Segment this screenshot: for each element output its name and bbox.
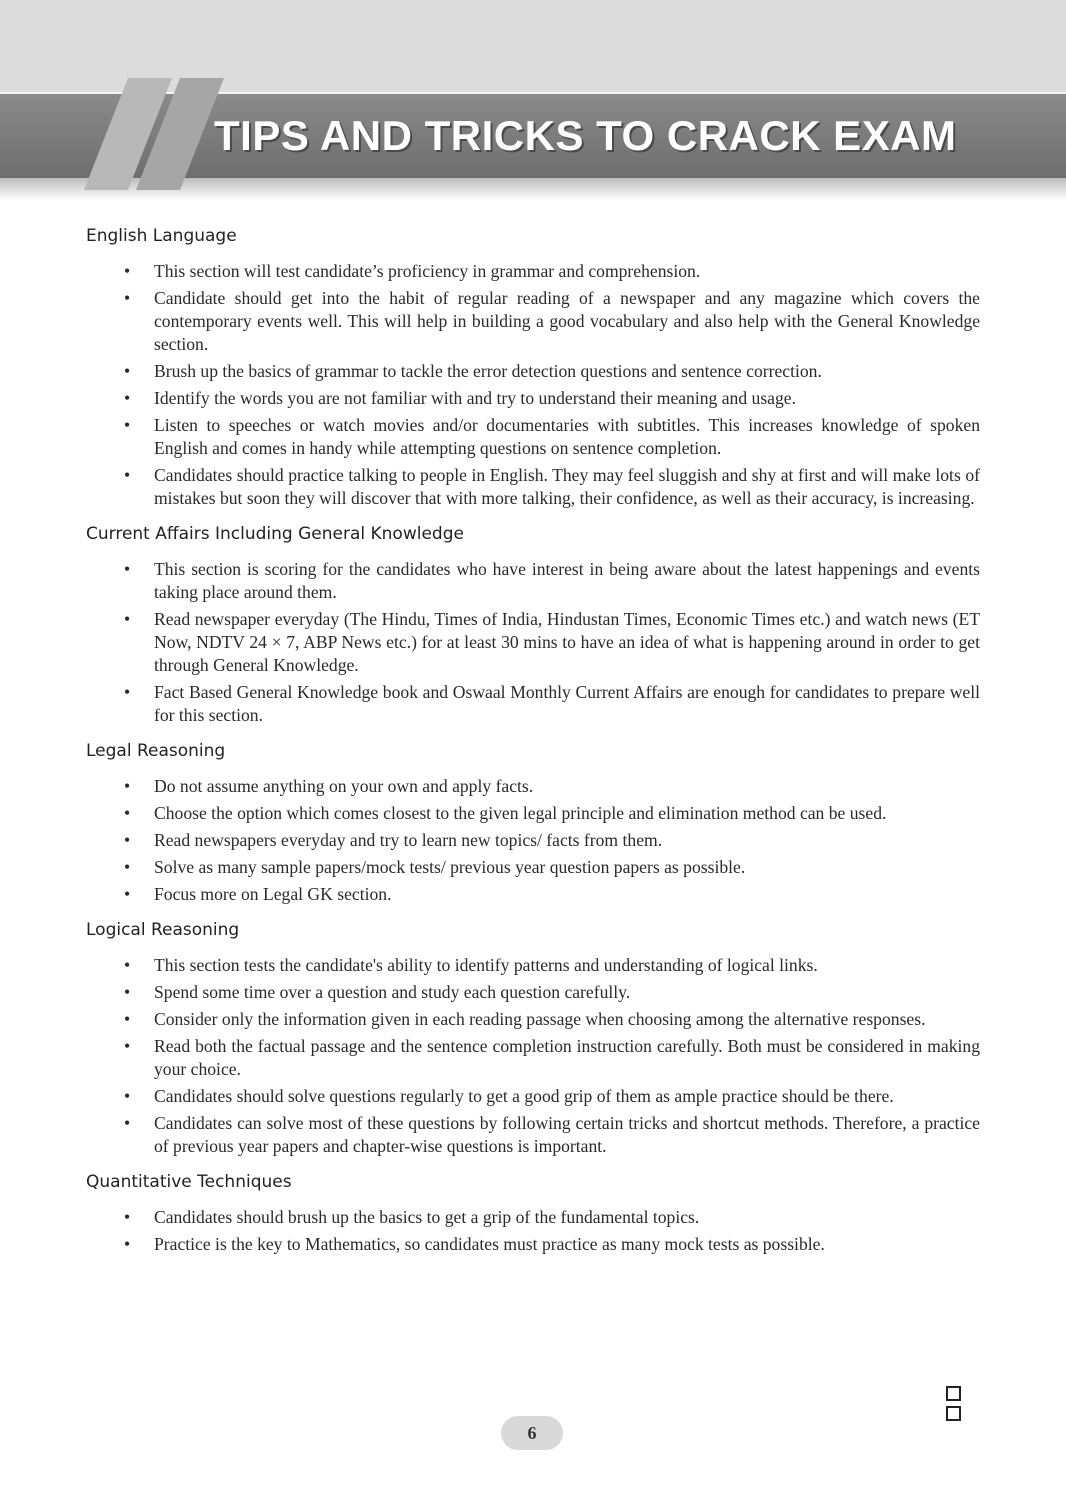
section-heading: Legal Reasoning — [86, 741, 226, 761]
bullet-text: Read newspapers everyday and try to learn new topics/ facts from them. — [154, 830, 663, 850]
end-mark-icon — [946, 1386, 980, 1402]
bullet-dot-icon: • — [124, 776, 131, 796]
bullet-dot-icon: • — [124, 1234, 131, 1254]
bullet-text: This section is scoring for the candidates who have interest in being aware about the latest happenings and events taking place around them. — [154, 559, 980, 602]
bullet-list — [86, 1206, 980, 1256]
bullet-dot-icon: • — [124, 609, 131, 629]
bullet-text: Read both the factual passage and the sentence completion instruction carefully. Both must be considered in making your choice. — [154, 1036, 980, 1079]
bullet-text: Practice is the key to Mathematics, so candidates must practice as many mock tests as possible. — [154, 1234, 825, 1254]
bullet-item — [86, 1112, 980, 1158]
bullet-text: Solve as many sample papers/mock tests/ previous year question papers as possible. — [154, 857, 746, 877]
bullet-text: Identify the words you are not familiar with and try to understand their meaning and usage. — [154, 388, 796, 408]
page-title: TIPS AND TRICKS TO CRACK EXAM — [214, 112, 957, 159]
bullet-text: Candidates should solve questions regularly to get a good grip of them as ample practice should be there. — [154, 1086, 894, 1106]
bullet-dot-icon: • — [124, 559, 131, 579]
bullet-text: This section will test candidate’s proficiency in grammar and comprehension. — [154, 261, 701, 281]
bullet-dot-icon: • — [124, 261, 131, 281]
bullet-dot-icon: • — [124, 361, 131, 381]
bullet-item — [86, 608, 980, 677]
bullet-list — [86, 954, 980, 1158]
bullet-text: Candidates can solve most of these questions by following certain tricks and shortcut methods. Therefore, a practice of previous year papers and chapter-wise questions is important. — [154, 1113, 980, 1156]
bullet-dot-icon: • — [124, 884, 131, 904]
bullet-dot-icon: • — [124, 982, 131, 1002]
bullet-text: Brush up the basics of grammar to tackle the error detection questions and sentence correction. — [154, 361, 822, 381]
bullet-list — [86, 260, 980, 510]
bullet-item — [86, 1035, 980, 1081]
bullet-dot-icon: • — [124, 1036, 131, 1056]
bullet-dot-icon: • — [124, 415, 131, 435]
bullet-dot-icon: • — [124, 803, 131, 823]
bullet-dot-icon: • — [124, 1207, 131, 1227]
bullet-text: Do not assume anything on your own and apply facts. — [154, 776, 534, 796]
section-heading: Logical Reasoning — [86, 920, 240, 940]
bullet-text: Spend some time over a question and study each question carefully. — [154, 982, 631, 1002]
bullet-item — [86, 981, 980, 1004]
bullet-text: Candidates should practice talking to people in English. They may feel sluggish and shy at first and will make lots of mistakes but soon they will discover that with more talking, their confidence, as well as their accuracy, is increasing. — [154, 465, 980, 508]
bullet-dot-icon: • — [124, 1113, 131, 1133]
bullet-item — [86, 1233, 980, 1256]
bullet-dot-icon: • — [124, 682, 131, 702]
bullet-dot-icon: • — [124, 288, 131, 308]
bullet-text: Fact Based General Knowledge book and Oswaal Monthly Current Affairs are enough for candidates to prepare well for this section. — [154, 682, 980, 725]
bullet-item — [86, 1085, 980, 1108]
bullet-item — [86, 856, 980, 879]
bullet-item — [86, 1206, 980, 1229]
section-heading: English Language — [86, 226, 237, 246]
bullet-text: Focus more on Legal GK section. — [154, 884, 392, 904]
bullet-item — [86, 260, 980, 283]
bullet-text: Read newspaper everyday (The Hindu, Times of India, Hindustan Times, Economic Times etc.) and watch news (ET Now, NDTV 24 × 7, ABP News etc.) for at least 30 mins to have an idea of what is happening around in order to get through General Knowledge. — [154, 609, 980, 675]
bullet-dot-icon: • — [124, 1009, 131, 1029]
bullet-dot-icon: • — [124, 388, 131, 408]
bullet-dot-icon: • — [124, 857, 131, 877]
bullet-dot-icon: • — [124, 955, 131, 975]
double-slash-icon — [84, 78, 234, 190]
bullet-item — [86, 829, 980, 852]
bullet-item — [86, 287, 980, 356]
bullet-text: Consider only the information given in each reading passage when choosing among the alternative responses. — [154, 1009, 926, 1029]
bullet-item — [86, 387, 980, 410]
bullet-list — [86, 775, 980, 906]
bullet-dot-icon: • — [124, 830, 131, 850]
bullet-item — [86, 414, 980, 460]
bullet-text: Listen to speeches or watch movies and/or documentaries with subtitles. This increases knowledge of spoken English and comes in handy while attempting questions on sentence completion. — [154, 415, 980, 458]
bullet-dot-icon: • — [124, 465, 131, 485]
bullet-item — [86, 360, 980, 383]
bullet-text: Candidates should brush up the basics to get a grip of the fundamental topics. — [154, 1207, 700, 1227]
bullet-text: This section tests the candidate's ability to identify patterns and understanding of logical links. — [154, 955, 818, 975]
bullet-item — [86, 775, 980, 798]
bullet-item — [86, 802, 980, 825]
bullet-item — [86, 954, 980, 977]
section-heading: Current Affairs Including General Knowledge — [86, 524, 464, 544]
bullet-item — [86, 883, 980, 906]
bullet-item — [86, 681, 980, 727]
bullet-text: Choose the option which comes closest to the given legal principle and elimination method can be used. — [154, 803, 887, 823]
bullet-dot-icon: • — [124, 1086, 131, 1106]
section-heading: Quantitative Techniques — [86, 1172, 292, 1192]
bullet-item — [86, 1008, 980, 1031]
content — [86, 224, 980, 1268]
bullet-item — [86, 464, 980, 510]
page-number: 6 — [501, 1416, 563, 1450]
bullet-list — [86, 558, 980, 727]
bullet-item — [86, 558, 980, 604]
bullet-text: Candidate should get into the habit of regular reading of a newspaper and any magazine which covers the contemporary events well. This will help in building a good vocabulary and also help with the General Knowledge section. — [154, 288, 980, 354]
